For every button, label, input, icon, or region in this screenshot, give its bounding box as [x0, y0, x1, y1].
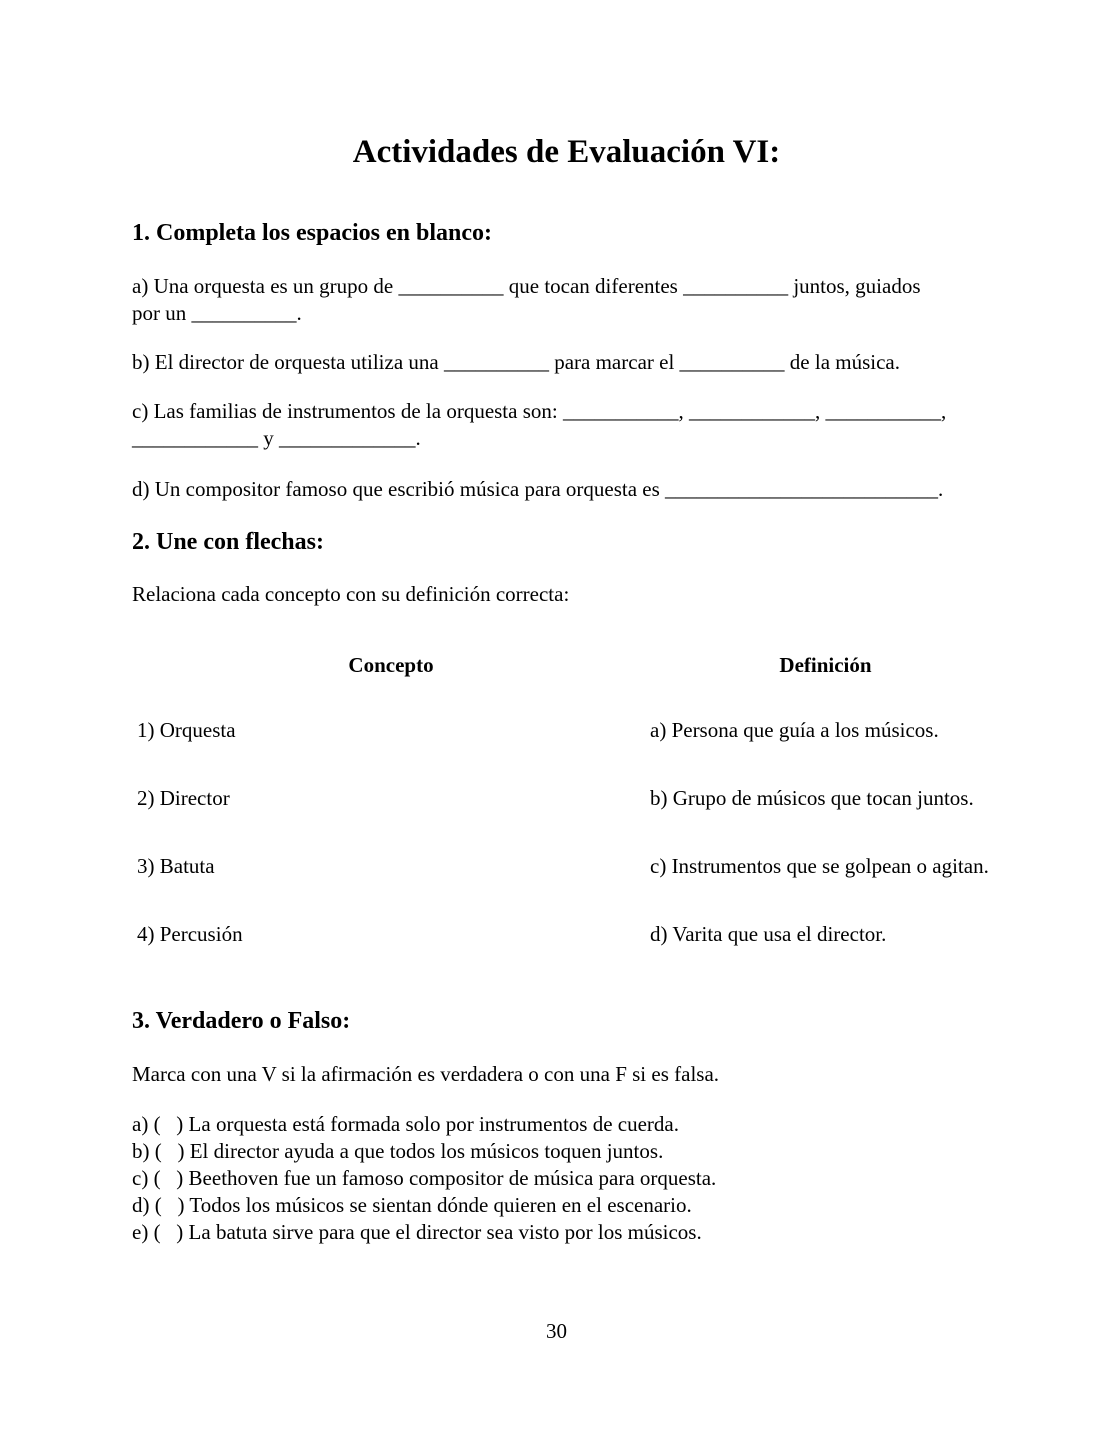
concept-item-4: 4) Percusión — [137, 922, 243, 946]
fill-blank-item-c — [132, 398, 1001, 452]
fill-blank-item-a-line2: por un __________. — [132, 301, 302, 325]
fill-blank-item-a — [132, 273, 1001, 327]
section3-heading: 3. Verdadero o Falso: — [132, 1008, 351, 1034]
definition-column-header: Definición — [779, 653, 872, 677]
true-false-item-e: e) ( ) La batuta sirve para que el director sea visto por los músicos. — [132, 1220, 702, 1244]
fill-blank-item-c-line2: ____________ y _____________. — [132, 426, 421, 450]
concept-item-3: 3) Batuta — [137, 854, 215, 878]
section-fill-blanks — [132, 218, 1001, 503]
section2-heading: 2. Une con flechas: — [132, 529, 324, 555]
true-false-item-b: b) ( ) El director ayuda a que todos los músicos toquen juntos. — [132, 1139, 664, 1163]
fill-blank-item-d: d) Un compositor famoso que escribió música para orquesta es __________________________. — [132, 477, 944, 501]
matching-row — [132, 921, 1001, 948]
definition-item-c: c) Instrumentos que se golpean o agitan. — [650, 854, 989, 878]
definition-item-b: b) Grupo de músicos que tocan juntos. — [650, 786, 974, 810]
true-false-item-c: c) ( ) Beethoven fue un famoso compositor de música para orquesta. — [132, 1166, 717, 1190]
definition-item-d: d) Varita que usa el director. — [650, 922, 887, 946]
page-number: 30 — [546, 1319, 567, 1343]
matching-row — [132, 785, 1001, 812]
true-false-item-d: d) ( ) Todos los músicos se sientan dónde quieren en el escenario. — [132, 1193, 692, 1217]
section1-heading: 1. Completa los espacios en blanco: — [132, 220, 492, 246]
definition-item-a: a) Persona que guía a los músicos. — [650, 718, 939, 742]
concept-column-header: Concepto — [348, 653, 434, 677]
fill-blank-item-a-line1: a) Una orquesta es un grupo de __________ que tocan diferentes __________ juntos, guiados — [132, 274, 921, 298]
page-title: Actividades de Evaluación VI: — [352, 134, 781, 170]
matching-row — [132, 853, 1001, 880]
concept-item-1: 1) Orquesta — [137, 718, 236, 742]
fill-blank-item-c-line1: c) Las familias de instrumentos de la orquesta son: ___________, ____________, ___________, — [132, 399, 947, 423]
matching-table — [132, 652, 1001, 948]
fill-blank-item-b: b) El director de orquesta utiliza una __________ para marcar el __________ de la música. — [132, 350, 900, 374]
true-false-item-a: a) ( ) La orquesta está formada solo por instrumentos de cuerda. — [132, 1112, 679, 1136]
section3-intro: Marca con una V si la afirmación es verdadera o con una F si es falsa. — [132, 1062, 720, 1086]
section-true-false — [132, 1006, 1001, 1246]
matching-header-row — [132, 652, 1001, 679]
concept-item-2: 2) Director — [137, 786, 230, 810]
matching-row — [132, 717, 1001, 744]
true-false-list — [132, 1111, 1001, 1246]
section2-intro: Relaciona cada concepto con su definición correcta: — [132, 582, 570, 606]
section-matching — [132, 527, 1001, 948]
